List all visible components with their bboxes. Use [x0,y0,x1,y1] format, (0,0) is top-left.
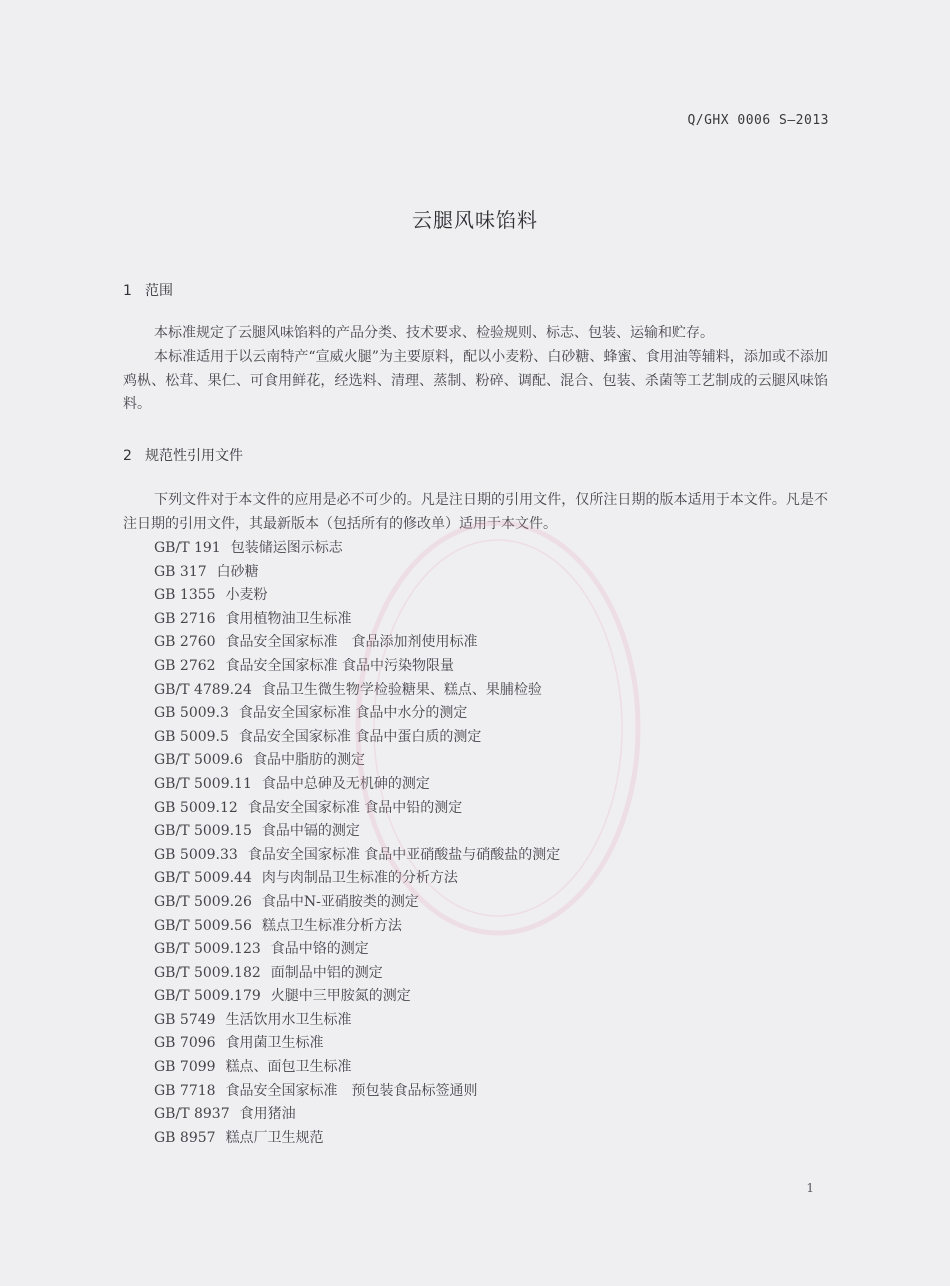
page-number: 1 [806,1181,814,1195]
reference-code: GB/T 5009.179 [154,988,261,1005]
reference-name: 食品中总砷及无机砷的测定 [261,775,430,792]
reference-item [154,537,560,561]
normative-references-list [154,537,560,1150]
reference-name: 白砂糖 [216,563,259,580]
reference-code: GB 5009.5 [154,728,229,745]
reference-code: GB 7718 [154,1082,216,1099]
reference-item [154,985,560,1009]
document-code: Q/GHX 0006 S—2013 [687,113,829,128]
reference-code: GB/T 5009.44 [154,870,252,887]
reference-code: GB 5009.33 [154,846,238,863]
reference-code: GB 2760 [154,634,216,651]
reference-code: GB 5749 [154,1011,216,1028]
reference-name: 食品中N-亚硝胺类的测定 [261,893,419,910]
reference-code: GB/T 5009.182 [154,964,261,981]
reference-code: GB/T 4789.24 [154,681,252,698]
reference-name: 糕点、面包卫生标准 [225,1059,352,1076]
reference-item [154,726,560,750]
reference-code: GB/T 8937 [154,1106,230,1123]
reference-item [154,655,560,679]
reference-item [154,915,560,939]
reference-item [154,797,560,821]
reference-item [154,891,560,915]
section-1-paragraph-2 [123,346,828,417]
reference-code: GB 8957 [154,1129,216,1146]
reference-name: 面制品中铝的测定 [270,964,383,981]
reference-code: GB 2762 [154,657,216,674]
section-1-heading [123,280,173,300]
reference-name: 糕点厂卫生规范 [225,1129,324,1146]
section-number: 1 [123,283,132,299]
document-title: 云腿风味馅料 [412,208,538,232]
reference-code: GB 1355 [154,587,216,604]
reference-item [154,584,560,608]
reference-name: 食用猪油 [239,1106,296,1123]
reference-code: GB/T 5009.123 [154,941,261,958]
reference-item [154,962,560,986]
reference-item [154,820,560,844]
reference-name: 食品安全国家标准 食品中污染物限量 [225,657,455,674]
reference-code: GB 7099 [154,1059,216,1076]
reference-code: GB/T 5009.26 [154,893,252,910]
reference-item [154,844,560,868]
paragraph-text: 本标准规定了云腿风味馅料的产品分类、技术要求、检验规则、标志、包装、运输和贮存。 [154,325,714,341]
reference-item [154,679,560,703]
section-1-paragraph-1 [123,322,828,346]
reference-name: 食品中铬的测定 [270,941,369,958]
reference-item [154,1032,560,1056]
reference-name: 食用菌卫生标准 [225,1035,324,1052]
reference-item [154,631,560,655]
reference-item [154,608,560,632]
reference-code: GB/T 5009.15 [154,823,252,840]
reference-item [154,938,560,962]
reference-name: 食品安全国家标准 预包装食品标签通则 [225,1082,478,1099]
reference-name: 食用植物油卫生标准 [225,610,352,627]
reference-name: 肉与肉制品卫生标准的分析方法 [261,870,458,887]
reference-name: 食品中镉的测定 [261,823,360,840]
paragraph-text: 下列文件对于本文件的应用是必不可少的。凡是注日期的引用文件，仅所注日期的版本适用于本文件。凡是不注日期的引用文件，其最新版本（包括所有的修改单）适用于本文件。 [123,492,828,532]
reference-code: GB 317 [154,563,207,580]
reference-name: 糕点卫生标准分析方法 [261,917,402,934]
reference-name: 食品安全国家标准 食品中蛋白质的测定 [238,728,482,745]
reference-item [154,561,560,585]
reference-name: 火腿中三甲胺氮的测定 [270,988,411,1005]
reference-code: GB/T 5009.11 [154,775,252,792]
reference-name: 生活饮用水卫生标准 [225,1011,352,1028]
reference-code: GB/T 191 [154,540,221,556]
reference-item [154,702,560,726]
reference-code: GB/T 5009.6 [154,752,243,769]
reference-item [154,1056,560,1080]
reference-name: 食品卫生微生物学检验糖果、糕点、果脯检验 [261,681,542,698]
reference-name: 食品安全国家标准 食品添加剂使用标准 [225,634,478,651]
reference-name: 包装储运图示标志 [230,540,343,556]
section-title: 范围 [145,283,173,299]
reference-code: GB 2716 [154,610,216,627]
section-2-paragraph-1 [123,489,828,536]
reference-code: GB 5009.3 [154,705,229,722]
paragraph-text: 本标准适用于以云南特产“宣威火腿”为主要原料，配以小麦粉、白砂糖、蜂蜜、食用油等辅料，添加或不添加鸡枞、松茸、果仁、可食用鲜花，经选料、清理、蒸制、粉碎、调配、混合、包装、杀菌等工艺制成的云腿风味馅料。 [123,349,828,412]
reference-item [154,1080,560,1104]
reference-code: GB 5009.12 [154,799,238,816]
section-2-heading [123,445,243,465]
reference-item [154,867,560,891]
reference-item [154,1127,560,1151]
reference-item [154,773,560,797]
reference-item [154,1103,560,1127]
reference-item [154,1009,560,1033]
reference-name: 小麦粉 [225,587,268,604]
reference-name: 食品安全国家标准 食品中铅的测定 [247,799,463,816]
reference-name: 食品安全国家标准 食品中水分的测定 [238,705,468,722]
reference-name: 食品安全国家标准 食品中亚硝酸盐与硝酸盐的测定 [247,846,561,863]
reference-name: 食品中脂肪的测定 [252,752,365,769]
reference-item [154,749,560,773]
section-title: 规范性引用文件 [145,448,243,464]
section-number: 2 [123,448,132,464]
reference-code: GB 7096 [154,1035,216,1052]
reference-code: GB/T 5009.56 [154,917,252,934]
